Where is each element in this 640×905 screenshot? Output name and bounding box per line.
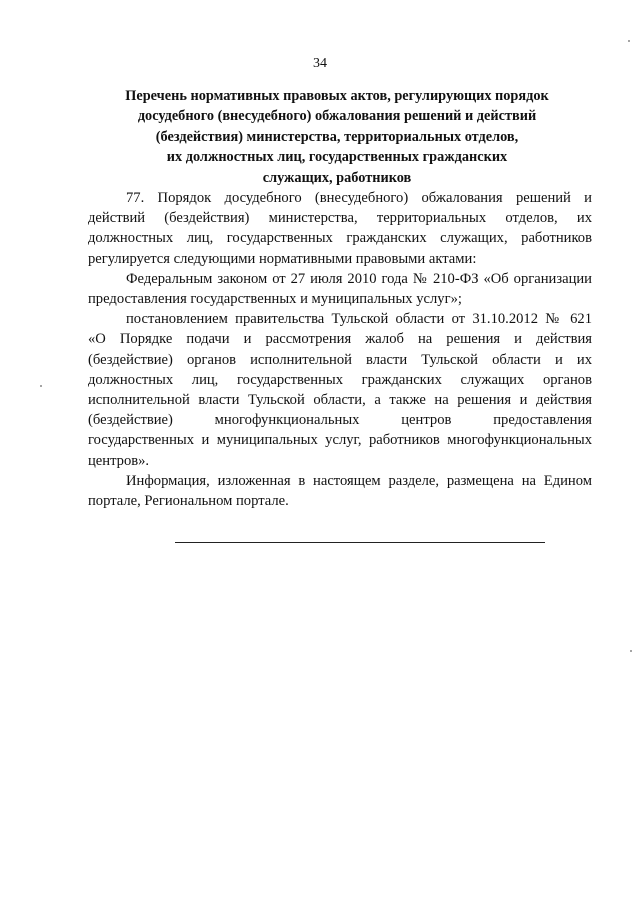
text-line: регулируется следующими нормативными правовыми актами: [88,250,477,267]
heading-line: досудебного (внесудебного) обжалования решений и действий [137,108,537,125]
section-heading [100,86,574,188]
paragraph-information [88,471,592,511]
end-separator-line [175,542,545,543]
heading-line: Перечень нормативных правовых актов, регулирующих порядок [125,88,549,104]
text-line: «О Порядке подачи и рассмотрения жалоб на решения и действия [88,331,592,348]
heading-line: их должностных лиц, государственных гражданских [166,149,508,166]
text-line: предоставления государственных и муниципальных услуг»; [88,291,462,308]
text-line: центров». [88,452,150,469]
body-text [88,188,592,511]
text-line: Федеральным законом от 27 июля 2010 года № 210-ФЗ «Об организации [126,270,592,287]
text-line: действий (бездействия) министерства, территориальных отделов, их [88,210,592,227]
scan-speck [630,650,632,652]
text-line: портале, Региональном портале. [88,493,289,510]
scan-speck [40,385,42,387]
text-line: должностных лиц, государственных гражданских служащих, работников [88,230,592,247]
text-line: исполнительной власти Тульской области, а также на решения и действия [88,392,592,409]
paragraph-federal-law [88,269,592,309]
paragraph-77 [88,188,592,269]
heading-line: служащих, работников [262,169,412,186]
text-line: должностных лиц, государственных гражданских служащих органов [88,371,592,388]
text-line: (бездействие) многофункциональных центров предоставления [88,412,592,429]
text-line: государственных и муниципальных услуг, работников многофункциональных [88,432,592,449]
text-line: Информация, изложенная в настоящем разделе, размещена на Едином [126,472,592,489]
text-line: постановлением правительства Тульской области от 31.10.2012 № 621 [126,311,592,328]
text-line: (бездействие) органов исполнительной власти Тульской области и их [88,351,592,368]
text-line: 77. Порядок досудебного (внесудебного) обжалования решений и [126,190,592,206]
page-number: 34 [313,56,327,71]
heading-line: (бездействия) министерства, территориальных отделов, [155,128,519,145]
paragraph-resolution [88,309,592,471]
scan-speck [628,40,630,42]
